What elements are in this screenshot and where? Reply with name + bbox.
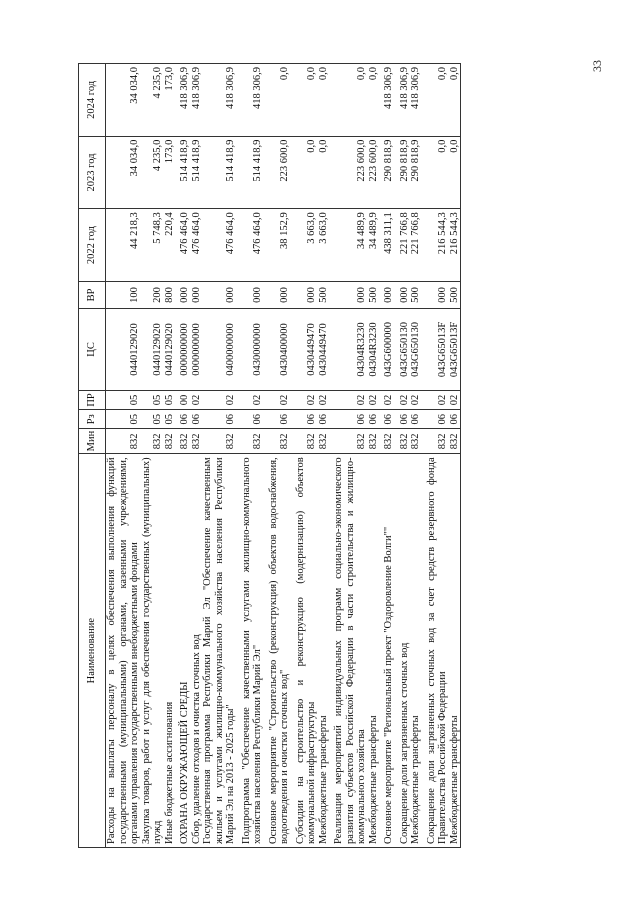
row-rz-cell: 06 xyxy=(268,410,291,429)
row-vr-cell: 000 xyxy=(202,281,237,308)
header-2023: 2023 год xyxy=(79,136,106,209)
row-vr-cell: 500 xyxy=(449,281,461,308)
row-vr-cell: 500 xyxy=(410,281,422,308)
row-cs-cell: 0000000000 xyxy=(179,309,191,391)
row-2024-cell: 418 306,9 xyxy=(191,64,203,137)
row-2023-cell: 34 034,0 xyxy=(106,136,141,209)
row-min-cell: 832 xyxy=(202,429,237,454)
row-cs-cell: 0430000000 xyxy=(241,309,264,391)
row-min-cell: 832 xyxy=(164,429,176,454)
row-min-cell: 832 xyxy=(399,429,411,454)
header-2022: 2022 год xyxy=(79,209,106,282)
header-rz: Рз xyxy=(79,410,106,429)
row-cs-cell: 0440129020 xyxy=(141,309,164,391)
row-2022-cell: 34 489,9 xyxy=(333,209,368,282)
row-cs-cell: 0000000000 xyxy=(191,309,203,391)
row-2022-cell: 476 464,0 xyxy=(191,209,203,282)
table-row xyxy=(449,64,461,848)
row-2024-cell: 0,0 xyxy=(318,64,330,137)
table-row xyxy=(295,64,318,848)
page-number: 33 xyxy=(590,60,604,72)
row-pr-cell: 05 xyxy=(141,390,164,409)
table-row xyxy=(383,64,395,848)
row-2024-cell: 0,0 xyxy=(426,64,449,137)
row-2023-cell: 290 818,9 xyxy=(383,136,395,209)
row-min-cell: 832 xyxy=(179,429,191,454)
row-min-cell: 832 xyxy=(449,429,461,454)
header-2024: 2024 год xyxy=(79,64,106,137)
row-2024-cell: 0,0 xyxy=(368,64,380,137)
row-min-cell: 832 xyxy=(368,429,380,454)
row-pr-cell: 02 xyxy=(202,390,237,409)
row-pr-cell: 02 xyxy=(426,390,449,409)
row-2023-cell: 514 418,9 xyxy=(191,136,203,209)
table-row xyxy=(426,64,449,848)
row-rz-cell: 06 xyxy=(383,410,395,429)
header-cs: ЦС xyxy=(79,309,106,391)
row-vr-cell: 500 xyxy=(318,281,330,308)
row-rz-cell: 06 xyxy=(241,410,264,429)
row-cs-cell: 043G650130 xyxy=(410,309,422,391)
row-2022-cell: 34 489,9 xyxy=(368,209,380,282)
row-2024-cell: 418 306,9 xyxy=(383,64,395,137)
table-row xyxy=(202,64,237,848)
row-rz-cell: 06 xyxy=(191,410,203,429)
row-rz-cell: 05 xyxy=(106,410,141,429)
row-2022-cell: 44 218,3 xyxy=(106,209,141,282)
row-vr-cell: 000 xyxy=(383,281,395,308)
row-rz-cell: 06 xyxy=(179,410,191,429)
row-vr-cell: 000 xyxy=(179,281,191,308)
row-2023-cell: 4 235,0 xyxy=(141,136,164,209)
row-2022-cell: 221 766,8 xyxy=(399,209,411,282)
row-pr-cell: 02 xyxy=(295,390,318,409)
row-cs-cell: 043G650130 xyxy=(399,309,411,391)
row-2023-cell: 514 418,9 xyxy=(202,136,237,209)
row-rz-cell: 06 xyxy=(410,410,422,429)
row-vr-cell: 100 xyxy=(106,281,141,308)
row-pr-cell: 02 xyxy=(191,390,203,409)
row-min-cell: 832 xyxy=(383,429,395,454)
row-min-cell: 832 xyxy=(141,429,164,454)
row-rz-cell: 05 xyxy=(141,410,164,429)
row-2023-cell: 0,0 xyxy=(449,136,461,209)
row-min-cell: 832 xyxy=(268,429,291,454)
row-2023-cell: 173,0 xyxy=(164,136,176,209)
row-vr-cell: 200 xyxy=(141,281,164,308)
row-name-cell: Межбюджетные трансферты xyxy=(318,454,330,848)
row-min-cell: 832 xyxy=(333,429,368,454)
row-2024-cell: 418 306,9 xyxy=(202,64,237,137)
row-rz-cell: 06 xyxy=(202,410,237,429)
row-vr-cell: 000 xyxy=(268,281,291,308)
row-cs-cell: 043G65013F xyxy=(449,309,461,391)
row-min-cell: 832 xyxy=(318,429,330,454)
row-2023-cell: 290 818,9 xyxy=(399,136,411,209)
row-pr-cell: 02 xyxy=(383,390,395,409)
header-name: Наименование xyxy=(79,454,106,848)
row-vr-cell: 800 xyxy=(164,281,176,308)
row-2022-cell: 216 544,3 xyxy=(449,209,461,282)
row-2024-cell: 418 306,9 xyxy=(399,64,411,137)
row-name-cell: Иные бюджетные ассигнования xyxy=(164,454,176,848)
row-pr-cell: 00 xyxy=(179,390,191,409)
row-pr-cell: 05 xyxy=(106,390,141,409)
row-2023-cell: 223 600,0 xyxy=(368,136,380,209)
row-2024-cell: 34 034,0 xyxy=(106,64,141,137)
row-rz-cell: 06 xyxy=(449,410,461,429)
row-min-cell: 832 xyxy=(410,429,422,454)
row-name-cell: Субсидии на строительство и реконструкцию (модернизацию) объектов коммунальной инфраструктуры xyxy=(295,454,318,848)
row-min-cell: 832 xyxy=(295,429,318,454)
row-pr-cell: 02 xyxy=(333,390,368,409)
row-2022-cell: 221 766,8 xyxy=(410,209,422,282)
row-pr-cell: 02 xyxy=(241,390,264,409)
row-min-cell: 832 xyxy=(241,429,264,454)
row-2022-cell: 38 152,9 xyxy=(268,209,291,282)
row-cs-cell: 0400000000 xyxy=(202,309,237,391)
row-name-cell: Межбюджетные трансферты xyxy=(410,454,422,848)
row-rz-cell: 05 xyxy=(164,410,176,429)
row-2024-cell: 0,0 xyxy=(449,64,461,137)
table-row xyxy=(141,64,164,848)
row-vr-cell: 000 xyxy=(191,281,203,308)
row-name-cell: Межбюджетные трансферты xyxy=(368,454,380,848)
row-name-cell: Сокращение доли загрязненных сточных вод xyxy=(399,454,411,848)
table-row xyxy=(179,64,191,848)
row-rz-cell: 06 xyxy=(295,410,318,429)
row-2022-cell: 5 748,3 xyxy=(141,209,164,282)
header-vr: ВР xyxy=(79,281,106,308)
row-cs-cell: 0440129020 xyxy=(106,309,141,391)
table-row xyxy=(106,64,141,848)
row-rz-cell: 06 xyxy=(333,410,368,429)
row-name-cell: Закупка товаров, работ и услуг для обеспечения государственных (муниципальных) нужд xyxy=(141,454,164,848)
row-pr-cell: 05 xyxy=(164,390,176,409)
table-row xyxy=(164,64,176,848)
row-2022-cell: 216 544,3 xyxy=(426,209,449,282)
row-2024-cell: 0,0 xyxy=(268,64,291,137)
row-pr-cell: 02 xyxy=(449,390,461,409)
row-2023-cell: 223 600,0 xyxy=(268,136,291,209)
table-row xyxy=(410,64,422,848)
row-2023-cell: 290 818,9 xyxy=(410,136,422,209)
row-name-cell: Основное мероприятие "Строительство (реконструкция) объектов водоснабжения, водоотведения и очистки сточных вод" xyxy=(268,454,291,848)
header-pr: ПР xyxy=(79,390,106,409)
row-2024-cell: 0,0 xyxy=(295,64,318,137)
row-2024-cell: 4 235,0 xyxy=(141,64,164,137)
row-min-cell: 832 xyxy=(191,429,203,454)
row-2024-cell: 0,0 xyxy=(333,64,368,137)
row-cs-cell: 0430449470 xyxy=(295,309,318,391)
table-row xyxy=(368,64,380,848)
row-rz-cell: 06 xyxy=(426,410,449,429)
row-2023-cell: 514 418,9 xyxy=(179,136,191,209)
row-pr-cell: 02 xyxy=(368,390,380,409)
table-row xyxy=(268,64,291,848)
row-name-cell: Расходы на выплаты персоналу в целях обеспечения выполнения функций государственными (муниципальными) органами, казенными учреждениями, органами управления государственными внебюджетными фондами xyxy=(106,454,141,848)
row-cs-cell: 04304R3230 xyxy=(333,309,368,391)
row-cs-cell: 0430400000 xyxy=(268,309,291,391)
row-name-cell: Государственная программа Республики Марий Эл "Обеспечение качественным жильем и услугами жилищно-коммунального хозяйства населения Республики Марий Эл на 2013 - 2025 годы" xyxy=(202,454,237,848)
row-2022-cell: 220,4 xyxy=(164,209,176,282)
table-row xyxy=(241,64,264,848)
header-row xyxy=(79,64,106,848)
budget-table xyxy=(78,63,461,848)
row-name-cell: Основное мероприятие "Региональный проект "Оздоровление Волги"" xyxy=(383,454,395,848)
row-min-cell: 832 xyxy=(426,429,449,454)
row-2024-cell: 418 306,9 xyxy=(410,64,422,137)
table-row xyxy=(333,64,368,848)
row-pr-cell: 02 xyxy=(399,390,411,409)
row-name-cell: ОХРАНА ОКРУЖАЮЩЕЙ СРЕДЫ xyxy=(179,454,191,848)
row-2022-cell: 476 464,0 xyxy=(179,209,191,282)
row-name-cell: Сбор, удаление отходов и очистка сточных вод xyxy=(191,454,203,848)
row-2022-cell: 438 311,1 xyxy=(383,209,395,282)
row-2023-cell: 0,0 xyxy=(318,136,330,209)
row-2024-cell: 173,0 xyxy=(164,64,176,137)
row-vr-cell: 500 xyxy=(368,281,380,308)
row-2024-cell: 418 306,9 xyxy=(179,64,191,137)
row-rz-cell: 06 xyxy=(399,410,411,429)
row-min-cell: 832 xyxy=(106,429,141,454)
row-rz-cell: 06 xyxy=(318,410,330,429)
row-2024-cell: 418 306,9 xyxy=(241,64,264,137)
table-row xyxy=(191,64,203,848)
row-cs-cell: 04304R3230 xyxy=(368,309,380,391)
row-2023-cell: 223 600,0 xyxy=(333,136,368,209)
row-pr-cell: 02 xyxy=(268,390,291,409)
row-name-cell: Межбюджетные трансферты xyxy=(449,454,461,848)
row-rz-cell: 06 xyxy=(368,410,380,429)
row-vr-cell: 000 xyxy=(333,281,368,308)
header-min: Мин xyxy=(79,429,106,454)
row-2023-cell: 0,0 xyxy=(295,136,318,209)
table-row xyxy=(318,64,330,848)
table-row xyxy=(399,64,411,848)
row-pr-cell: 02 xyxy=(410,390,422,409)
row-vr-cell: 000 xyxy=(399,281,411,308)
row-vr-cell: 000 xyxy=(426,281,449,308)
budget-table-sheet xyxy=(78,63,530,848)
row-2022-cell: 476 464,0 xyxy=(241,209,264,282)
row-2023-cell: 514 418,9 xyxy=(241,136,264,209)
row-2022-cell: 476 464,0 xyxy=(202,209,237,282)
row-cs-cell: 0430449470 xyxy=(318,309,330,391)
row-2022-cell: 3 663,0 xyxy=(318,209,330,282)
row-name-cell: Реализация мероприятий индивидуальных программ социально-экономического развития субъектов Российской Федерации в части строительства и жилищно-коммунального хозяйства xyxy=(333,454,368,848)
row-name-cell: Сокращение доли загрязненных сточных вод за счет средств резервного фонда Правительства Российской Федерации xyxy=(426,454,449,848)
row-cs-cell: 043G65013F xyxy=(426,309,449,391)
row-pr-cell: 02 xyxy=(318,390,330,409)
row-vr-cell: 000 xyxy=(295,281,318,308)
row-2022-cell: 3 663,0 xyxy=(295,209,318,282)
row-vr-cell: 000 xyxy=(241,281,264,308)
row-2023-cell: 0,0 xyxy=(426,136,449,209)
row-cs-cell: 043G600000 xyxy=(383,309,395,391)
row-cs-cell: 0440129020 xyxy=(164,309,176,391)
row-name-cell: Подпрограмма "Обеспечение качественными услугами жилищно-коммунального хозяйства населения Республики Марий Эл" xyxy=(241,454,264,848)
